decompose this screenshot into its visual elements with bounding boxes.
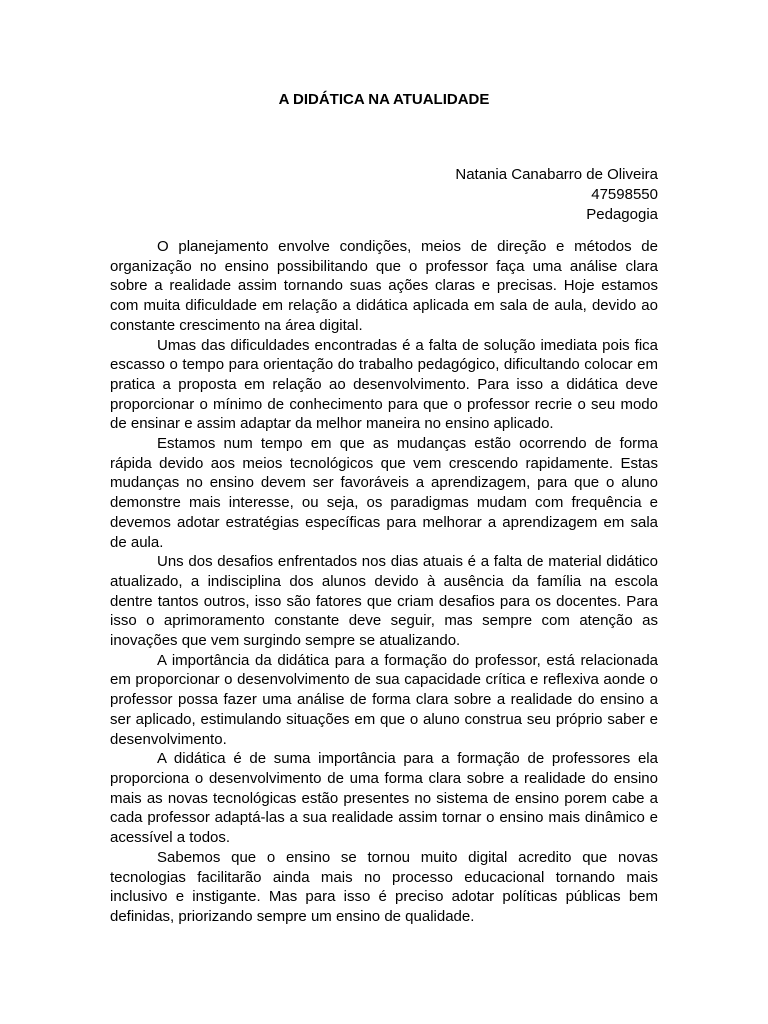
paragraph: A importância da didática para a formação do professor, está relacionada em proporcionar o desenvolvimento de sua capacidade crítica e reflexiva aonde o professor possa fazer uma análise de forma clara sobre a realidade do ensino a ser aplicado, estimulando situações em que o aluno construa seu próprio saber e desenvolvimento. [110, 651, 658, 748]
author-block [455, 165, 658, 225]
paragraph: Sabemos que o ensino se tornou muito digital acredito que novas tecnologias facilitarão ainda mais no processo educacional tornando mais inclusivo e instigante. Mas para isso é preciso adotar políticas públicas bem definidas, priorizando sempre um ensino de qualidade. [110, 848, 658, 925]
document-title: A DIDÁTICA NA ATUALIDADE [278, 91, 490, 108]
paragraph: Umas das dificuldades encontradas é a falta de solução imediata pois fica escasso o tempo para orientação do trabalho pedagógico, dificultando colocar em pratica a proposta em relação ao desenvolvimento. Para isso a didática deve proporcionar o mínimo de conhecimento para que o professor recrie o seu modo de ensinar e assim adaptar da melhor maneira no ensino aplicado. [110, 336, 658, 433]
author-name: Natania Canabarro de Oliveira [455, 166, 658, 183]
author-id: 47598550 [591, 186, 658, 203]
author-course: Pedagogia [586, 206, 658, 223]
document-body [110, 237, 658, 927]
paragraph: A didática é de suma importância para a formação de professores ela proporciona o desenvolvimento de uma forma clara sobre a realidade do ensino mais as novas tecnológicas estão presentes no sistema de ensino porem cabe a cada professor adaptá-las a sua realidade assim tornar o ensino mais dinâmico e acessível a todos. [110, 750, 658, 847]
paragraph: Estamos num tempo em que as mudanças estão ocorrendo de forma rápida devido aos meios tecnológicos que vem crescendo rapidamente. Estas mudanças no ensino devem ser favoráveis a aprendizagem, para que o aluno demonstre mais interesse, ou seja, os paradigmas mudam com frequência e devemos adotar estratégias específicas para melhorar a aprendizagem em sala de aula. [110, 435, 658, 551]
paragraph: O planejamento envolve condições, meios de direção e métodos de organização no ensino possibilitando que o professor faça uma análise clara sobre a realidade assim tornando suas ações claras e precisas. Hoje estamos com muita dificuldade em relação a didática aplicada em sala de aula, devido ao constante crescimento na área digital. [110, 238, 658, 334]
paragraph: Uns dos desafios enfrentados nos dias atuais é a falta de material didático atualizado, a indisciplina dos alunos devido à ausência da família na escola dentre tantos outros, isso são fatores que criam desafios para os docentes. Para isso o aprimoramento constante deve seguir, mas sempre com atenção as inovações que vem surgindo sempre se atualizando. [110, 553, 658, 650]
